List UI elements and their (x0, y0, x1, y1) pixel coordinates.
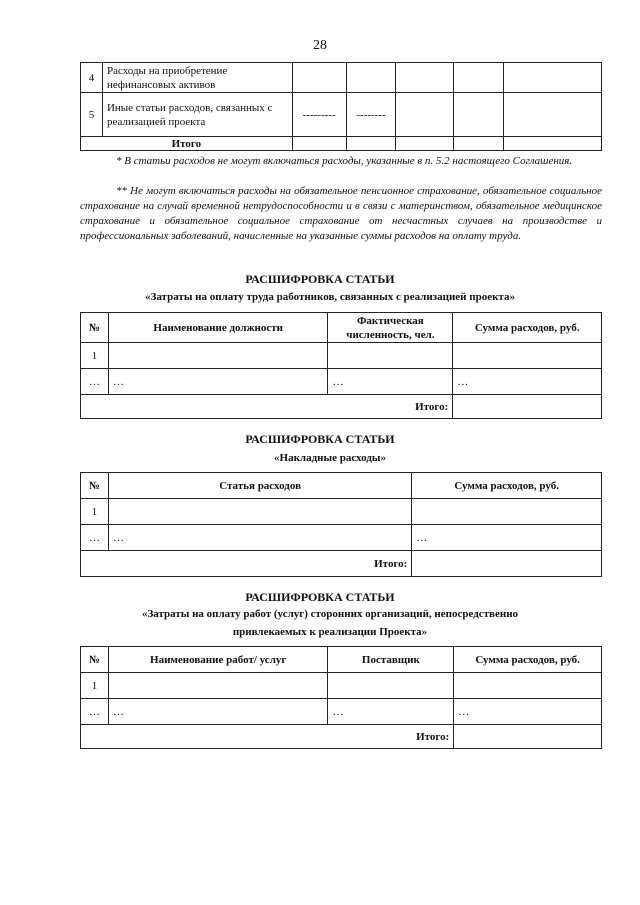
dash-cell: -------- (346, 93, 396, 137)
section-subtitle: «Затраты на оплату труда работников, связанных с реализацией проекта» (145, 291, 515, 303)
row-number: 1 (81, 499, 109, 525)
table-row (81, 343, 602, 369)
expense-items-table (80, 62, 602, 151)
col-header: Сумма расходов, руб. (412, 473, 602, 499)
table-header-row (81, 473, 602, 499)
table-row (81, 673, 602, 699)
row-number: 4 (81, 63, 103, 93)
ellipsis-cell: … (453, 369, 602, 395)
section-subtitle: «Накладные расходы» (274, 452, 386, 464)
col-header: Статья расходов (108, 473, 411, 499)
row-number: 1 (81, 343, 109, 369)
dash-cell: --------- (292, 93, 346, 137)
col-header: Поставщик (328, 647, 454, 673)
ellipsis-cell: … (108, 699, 328, 725)
total-label: Итого: (81, 725, 454, 749)
section-heading: РАСШИФРОВКА СТАТЬИ (245, 590, 395, 604)
col-header: Сумма расходов, руб. (453, 313, 602, 343)
total-label: Итого: (81, 551, 412, 577)
overhead-costs-table (80, 472, 602, 577)
col-header: № (81, 647, 109, 673)
total-row (81, 725, 602, 749)
table-row (81, 525, 602, 551)
row-number: 1 (81, 673, 109, 699)
col-header: Сумма расходов, руб. (454, 647, 602, 673)
ellipsis-cell: … (328, 699, 454, 725)
total-label: Итого (81, 137, 293, 151)
table-row (81, 369, 602, 395)
table-row (81, 93, 602, 137)
section-subtitle-line1: «Затраты на оплату работ (услуг) сторонних организаций, непосредственно (141, 608, 519, 620)
total-row (81, 551, 602, 577)
col-header: Наименование работ/ услуг (108, 647, 328, 673)
ellipsis-cell: … (81, 699, 109, 725)
table-row (81, 499, 602, 525)
col-header: № (81, 313, 109, 343)
ellipsis-cell: … (454, 699, 602, 725)
col-header: Наименование должности (108, 313, 328, 343)
footnote-1: * В статьи расходов не могут включаться расходы, указанные в п. 5.2 настоящего Соглашения. (116, 155, 573, 167)
table-header-row (81, 647, 602, 673)
row-name: Расходы на приобретение нефинансовых активов (102, 63, 292, 93)
ellipsis-cell: … (328, 369, 453, 395)
ellipsis-cell: … (412, 525, 602, 551)
ellipsis-cell: … (81, 369, 109, 395)
table-header-row (81, 313, 602, 343)
ellipsis-cell: … (108, 525, 411, 551)
row-number: 5 (81, 93, 103, 137)
ellipsis-cell: … (108, 369, 328, 395)
table-row (81, 63, 602, 93)
row-name: Иные статьи расходов, связанных с реализацией проекта (102, 93, 292, 137)
labor-costs-table (80, 312, 602, 419)
ellipsis-cell: … (81, 525, 109, 551)
total-row (81, 395, 602, 419)
total-row (81, 137, 602, 151)
third-party-costs-table (80, 646, 602, 749)
section-heading: РАСШИФРОВКА СТАТЬИ (245, 432, 395, 446)
page-number: 28 (313, 38, 327, 53)
table-row (81, 699, 602, 725)
section-subtitle-line2: привлекаемых к реализации Проекта» (232, 626, 428, 638)
footnote-2: ** Не могут включаться расходы на обязательное пенсионное страхование, обязательное социальное страхование на случай временной нетрудоспособности и в связи с материнством, обязательное медицинское страхование и обязательное социальное страхование от несчастных случаев на производстве и профессиональных заболеваний, начисленные на указанные суммы расходов на оплату труда. (80, 185, 602, 242)
section-heading: РАСШИФРОВКА СТАТЬИ (245, 272, 395, 286)
total-label: Итого: (81, 395, 453, 419)
col-header: № (81, 473, 109, 499)
col-header: Фактическая численность, чел. (328, 313, 453, 343)
